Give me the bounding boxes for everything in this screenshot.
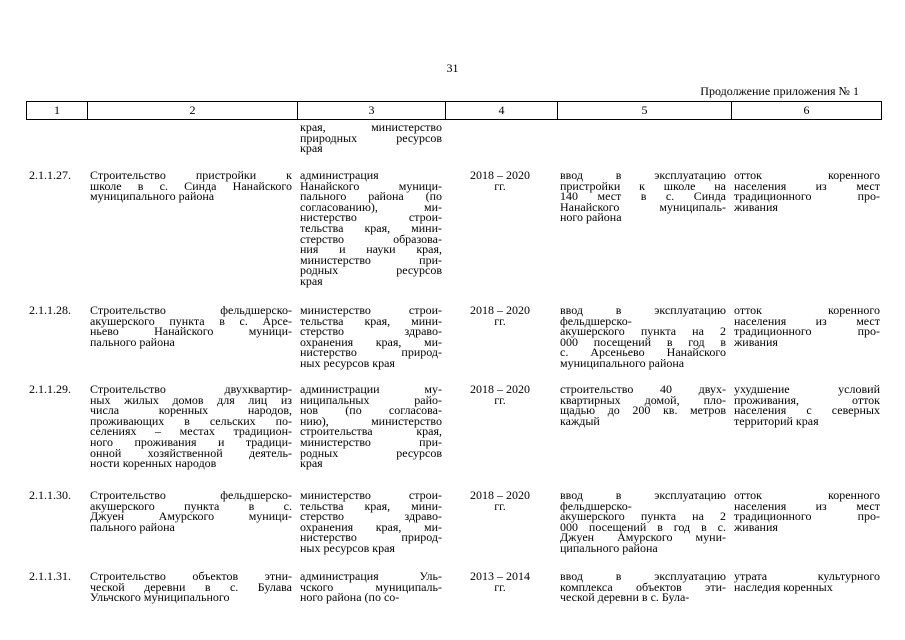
row-number-line: 2.1.1.30. (29, 488, 71, 502)
period-cell (446, 384, 554, 405)
executor-line: ных ресурсов края (300, 540, 395, 555)
row-number-cell (29, 305, 85, 316)
measure-name-line: Строительство фельдшерско- (90, 488, 292, 502)
measure-name-line: проживающих в сельских по- (90, 413, 292, 428)
row-number-cell (29, 571, 85, 582)
header-cell: 6 (731, 102, 881, 119)
measure-name-line: Строительство объектов этни- (90, 569, 292, 583)
consequence-line: населения из мест (734, 498, 880, 513)
consequence-line: живания (734, 199, 778, 214)
header-cell: 5 (557, 102, 731, 119)
expected-result-line: ввод в эксплуатацию (560, 303, 726, 317)
consequence-line: наследия коренных (734, 579, 833, 594)
consequence-line: населения из мест (734, 178, 880, 193)
measure-name-cell (90, 571, 292, 603)
expected-result-line: комплекса объектов эти- (560, 579, 726, 594)
executor-line: чского муниципаль- (300, 579, 442, 594)
expected-result-line: Джуен Амурского муни- (560, 530, 726, 545)
period-line: 2018 – 2020 (470, 168, 530, 182)
period-cell (446, 170, 554, 191)
executor-line: нистерство природ- (300, 345, 442, 360)
expected-result-cell (560, 305, 726, 369)
executor-line: охранения края, ми- (300, 519, 442, 534)
expected-result-cell (560, 384, 726, 426)
continuation-caption: Продолжение приложения № 1 (700, 84, 859, 98)
measure-name-cell (90, 305, 292, 347)
period-line: 2018 – 2020 (470, 488, 530, 502)
executor-line: природных ресурсов (300, 130, 442, 145)
period-line: гг. (494, 392, 506, 407)
executor-line: края (300, 141, 323, 156)
executor-line: стерство образова- (300, 231, 442, 246)
executor-line: согласованию), ми- (300, 199, 442, 214)
executor-line: администрации му- (300, 382, 442, 396)
expected-result-cell (560, 490, 726, 554)
consequence-line: территорий края (734, 413, 819, 428)
executor-line: Нанайского муници- (300, 178, 442, 193)
expected-result-line: 140 мест в с. Синда (560, 189, 726, 204)
expected-result-line: квартирных домой, пло- (560, 392, 726, 407)
measure-name-line: школе в с. Синда Нанайского (90, 178, 292, 193)
executor-line: министерство строи- (300, 488, 442, 502)
consequence-line: отток коренного (734, 303, 880, 317)
executor-line: ного района (по со- (300, 590, 400, 605)
consequence-line: проживания, отток (734, 392, 880, 407)
expected-result-line: 000 посещений в год в с. (560, 519, 726, 534)
expected-result-line: фельдшерско- (560, 313, 632, 328)
consequence-cell (734, 170, 880, 212)
measure-name-line: ных жилых домов для лиц из (90, 392, 292, 407)
executor-line: администрация Уль- (300, 569, 442, 583)
measure-name-line: числа коренных народов, (90, 403, 292, 418)
measure-name-line: ного проживания и традици- (90, 434, 292, 449)
consequence-line: ухудшение условий (734, 382, 880, 396)
executor-line: нистерство природ- (300, 530, 442, 545)
measure-name-line: ности коренных народов (90, 456, 217, 471)
executor-line: края, министерство (300, 120, 442, 134)
executor-line: ниципальных райо- (300, 392, 442, 407)
executor-line: нистерство строи- (300, 210, 442, 225)
consequence-line: утрата культурного (734, 569, 880, 583)
executor-line: министерство при- (300, 252, 442, 267)
period-line: гг. (494, 579, 506, 594)
executor-line: родных ресурсов (300, 445, 442, 460)
expected-result-line: акушерского пункта на 2 (560, 509, 726, 524)
period-line: гг. (494, 498, 506, 513)
measure-name-line: селениях – местах традицион- (90, 424, 292, 439)
executor-cell (300, 122, 442, 154)
expected-result-line: пристройки к школе на (560, 178, 726, 193)
period-line: 2013 – 2014 (470, 569, 530, 583)
expected-result-line: муниципального района (560, 355, 685, 370)
consequence-line: живания (734, 519, 778, 534)
executor-cell (300, 571, 442, 603)
executor-cell (300, 170, 442, 287)
period-cell (446, 490, 554, 511)
measure-name-line: пального района (90, 519, 175, 534)
executor-line: тельства края, мини- (300, 313, 442, 328)
header-cell: 3 (297, 102, 445, 119)
executor-line: тельства края, мини- (300, 498, 442, 513)
expected-result-cell (560, 170, 726, 223)
executor-line: администрация (300, 168, 379, 182)
executor-line: ния и науки края, (300, 242, 442, 257)
consequence-line: традиционного про- (734, 189, 880, 204)
measure-name-cell (90, 384, 292, 469)
expected-result-line: Нанайского муниципаль- (560, 199, 726, 214)
expected-result-line: каждый (560, 413, 600, 428)
consequence-line: населения с северных (734, 403, 880, 418)
measure-name-line: Ульчского муниципального (90, 590, 230, 605)
executor-line: тельства края, мини- (300, 220, 442, 235)
row-number-cell (29, 490, 85, 501)
expected-result-line: ввод в эксплуатацию (560, 569, 726, 583)
executor-line: ных ресурсов края (300, 355, 395, 370)
expected-result-line: 000 посещений в год в (560, 334, 726, 349)
consequence-cell (734, 571, 880, 592)
measure-name-cell (90, 490, 292, 532)
expected-result-line: ципального района (560, 540, 658, 555)
executor-cell (300, 305, 442, 369)
row-number-line: 2.1.1.28. (29, 303, 71, 317)
period-line: 2018 – 2020 (470, 303, 530, 317)
measure-name-line: онной хозяйственной деятель- (90, 445, 292, 460)
executor-line: нов (по согласова- (300, 403, 442, 418)
measure-name-line: пального района (90, 334, 175, 349)
header-cell: 2 (87, 102, 297, 119)
expected-result-line: щадью до 200 кв. метров (560, 403, 726, 418)
measure-name-line: акушерского пункта в с. (90, 498, 292, 513)
expected-result-line: ного района (560, 210, 622, 225)
measure-name-line: Строительство двухквартир- (90, 382, 292, 396)
period-line: гг. (494, 313, 506, 328)
row-number-line: 2.1.1.27. (29, 168, 71, 182)
executor-line: стерство здраво- (300, 324, 442, 339)
header-cell: 1 (54, 103, 60, 117)
executor-line: министерство строи- (300, 303, 442, 317)
period-cell (446, 305, 554, 326)
expected-result-line: ввод в эксплуатацию (560, 488, 726, 502)
executor-line: охранения края, ми- (300, 334, 442, 349)
executor-line: строительства края, (300, 424, 442, 439)
measure-name-line: муниципального района (90, 189, 215, 204)
executor-cell (300, 490, 442, 554)
measure-name-line: Строительство пристройки к (90, 168, 292, 182)
consequence-line: традиционного про- (734, 509, 880, 524)
executor-line: края (300, 273, 323, 288)
expected-result-cell (560, 571, 726, 603)
executor-line: края (300, 456, 323, 471)
executor-line: министерство при- (300, 434, 442, 449)
row-number-line: 2.1.1.29. (29, 382, 71, 396)
consequence-line: живания (734, 334, 778, 349)
row-number-line: 2.1.1.31. (29, 569, 71, 583)
header-cell: 4 (445, 102, 557, 119)
period-line: 2018 – 2020 (470, 382, 530, 396)
executor-line: пального района (по (300, 189, 442, 204)
consequence-line: отток коренного (734, 488, 880, 502)
table-header (26, 101, 882, 120)
period-cell (446, 571, 554, 592)
measure-name-line: акушерского пункта в с. Арсе- (90, 313, 292, 328)
executor-line: родных ресурсов (300, 263, 442, 278)
row-number-cell (29, 170, 85, 181)
consequence-line: традиционного про- (734, 324, 880, 339)
expected-result-line: акушерского пункта на 2 (560, 324, 726, 339)
row-number-cell (29, 384, 85, 395)
expected-result-line: строительство 40 двух- (560, 382, 726, 396)
measure-name-line: ческой деревни в с. Булава (90, 579, 292, 594)
measure-name-line: ньево Нанайского муници- (90, 324, 292, 339)
expected-result-line: с. Арсеньево Нанайского (560, 345, 726, 360)
page-number: 31 (446, 61, 459, 75)
expected-result-line: фельдшерско- (560, 498, 632, 513)
measure-name-line: Джуен Амурского муници- (90, 509, 292, 524)
expected-result-line: ввод в эксплуатацию (560, 168, 726, 182)
measure-name-cell (90, 170, 292, 202)
consequence-cell (734, 384, 880, 426)
consequence-line: отток коренного (734, 168, 880, 182)
executor-line: нию), министерство (300, 413, 442, 428)
consequence-cell (734, 305, 880, 347)
period-line: гг. (494, 178, 506, 193)
measure-name-line: Строительство фельдшерско- (90, 303, 292, 317)
consequence-line: населения из мест (734, 313, 880, 328)
consequence-cell (734, 490, 880, 532)
executor-cell (300, 384, 442, 469)
executor-line: стерство здраво- (300, 509, 442, 524)
expected-result-line: ческой деревни в с. Була- (560, 590, 690, 605)
